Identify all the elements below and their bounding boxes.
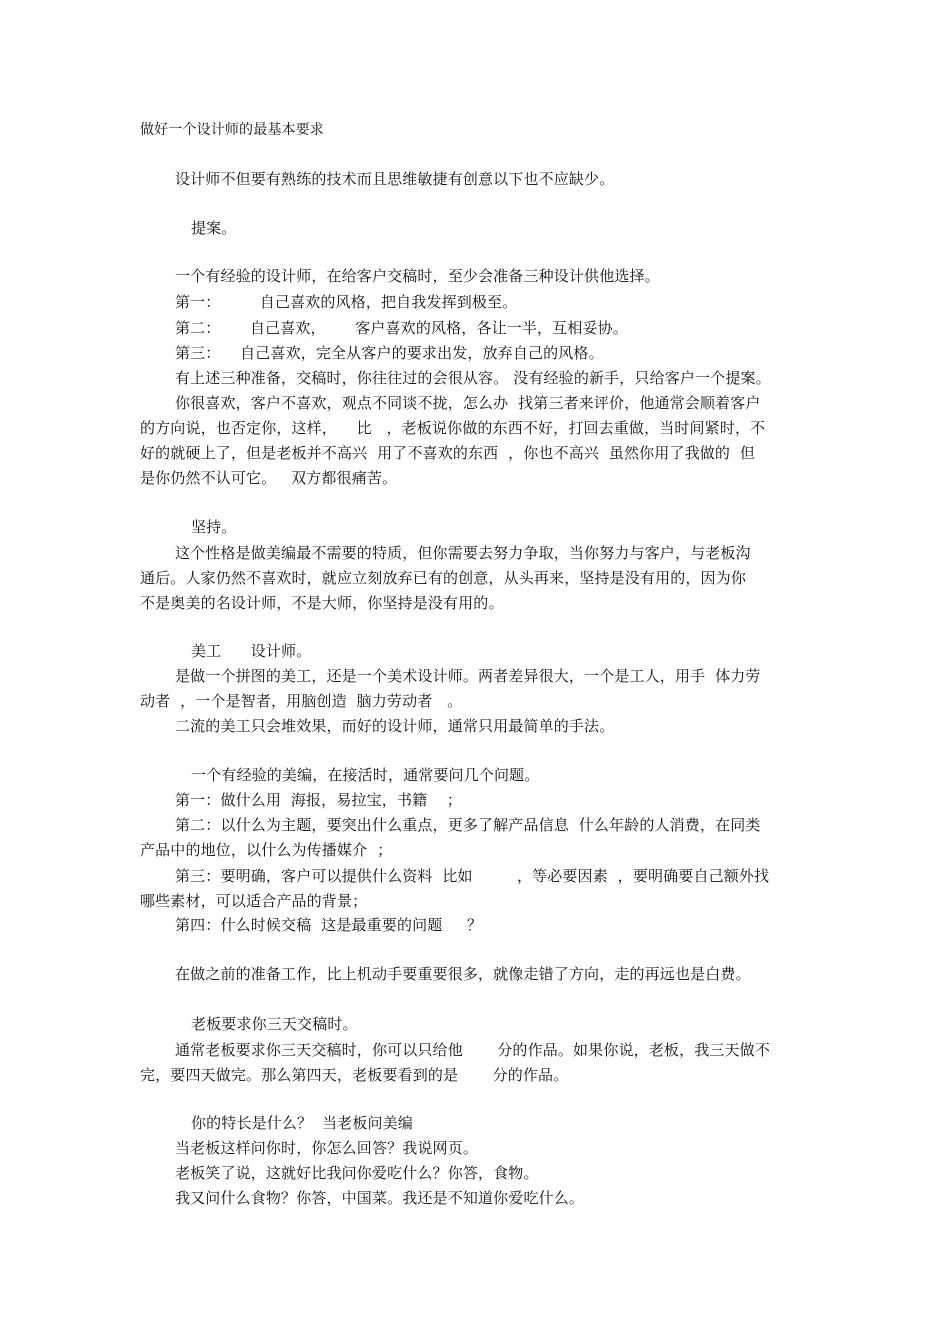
text-line: 第二：以什么为主题，要突出什么重点，更多了解产品信息 什么年龄的人消费，在同类 (175, 816, 761, 834)
text-line: 通后。人家仍然不喜欢时，就应立刻放弃已有的创意，从头再来，坚持是没有用的，因为你 (140, 569, 747, 587)
text-line: 第一：做什么用 海报，易拉宝，书籍 ； (175, 791, 463, 809)
section-heading-proposal: 提案。 (191, 219, 237, 237)
text-line: 动者 ，一个是智者，用脑创造 脑力劳动者 。 (140, 692, 463, 710)
section-heading-specialty: 你的特长是什么？ 当老板问美编 (191, 1114, 413, 1132)
text-line: 第四：什么时候交稿 这是最重要的问题 ？ (175, 916, 483, 934)
text-line: 老板笑了说，这就好比我问你爱吃什么？你答，食物。 (175, 1164, 539, 1182)
text-line: 第三： 自己喜欢，完全从客户的要求出发，放弃自己的风格。 (175, 344, 604, 362)
text-line: 当老板这样问你时，你怎么回答？我说网页。 (175, 1139, 479, 1157)
section-heading-deadline: 老板要求你三天交稿时。 (191, 1015, 358, 1033)
text-line: 完，要四天做完。那么第四天，老板要看到的是 分的作品。 (140, 1066, 569, 1084)
text-line: 好的就硬上了，但是老板并不高兴 用了不喜欢的东西 ，你也不高兴 虽然你用了我做的 但 (140, 444, 756, 462)
text-line: 这个性格是做美编最不需要的特质，但你需要去努力争取，当你努力与客户，与老板沟 (175, 544, 751, 562)
text-line: 是你仍然不认可它。 双方都很痛苦。 (140, 469, 398, 487)
text-line: 哪些素材，可以适合产品的背景； (140, 892, 368, 910)
document-title: 做好一个设计师的最基本要求 (140, 122, 324, 138)
text-line: 的方向说，也否定你，这样， 比 ，老板说你做的东西不好，打回去重做，当时间紧时，不 (140, 419, 766, 437)
section-heading-questions: 一个有经验的美编，在接活时，通常要问几个问题。 (191, 766, 540, 784)
section-heading-artist-designer: 美工 设计师。 (191, 642, 312, 660)
text-line: 在做之前的准备工作，比上机动手要重要很多，就像走错了方向，走的再远也是白费。 (175, 965, 751, 983)
text-line: 二流的美工只会堆效果，而好的设计师，通常只用最简单的手法。 (175, 717, 615, 735)
text-line: 是做一个拼图的美工，还是一个美术设计师。两者差异很大，一个是工人，用手 体力劳 (175, 667, 761, 685)
text-line: 不是奥美的名设计师，不是大师，你坚持是没有用的。 (140, 594, 504, 612)
section-heading-persistence: 坚持。 (191, 518, 237, 536)
text-line: 第二： 自己喜欢， 客户喜欢的风格，各让一半，互相妥协。 (175, 319, 628, 337)
text-line: 有上述三种准备，交稿时，你往往过的会很从容。 没有经验的新手，只给客户一个提案。 (175, 369, 771, 387)
text-line: 一个有经验的设计师，在给客户交稿时，至少会准备三种设计供他选择。 (175, 267, 660, 285)
text-line: 第一： 自己喜欢的风格，把自我发挥到极至。 (175, 293, 518, 311)
text-line: 你很喜欢，客户不喜欢，观点不同谈不拢，怎么办 找第三者来评价，他通常会顺着客户 (175, 394, 761, 412)
text-line: 我又问什么食物？你答，中国菜。我还是不知道你爱吃什么。 (175, 1189, 585, 1207)
text-line: 产品中的地位，以什么为传播媒介 ； (140, 841, 393, 859)
intro-paragraph: 设计师不但要有熟练的技术而且思维敏捷有创意以下也不应缺少。 (175, 170, 615, 188)
text-line: 通常老板要求你三天交稿时，你可以只给他 分的作品。如果你说，老板，我三天做不 (175, 1041, 770, 1059)
text-line: 第三：要明确，客户可以提供什么资料 比如 ，等必要因素 ，要明确要自己额外找 (175, 867, 770, 885)
